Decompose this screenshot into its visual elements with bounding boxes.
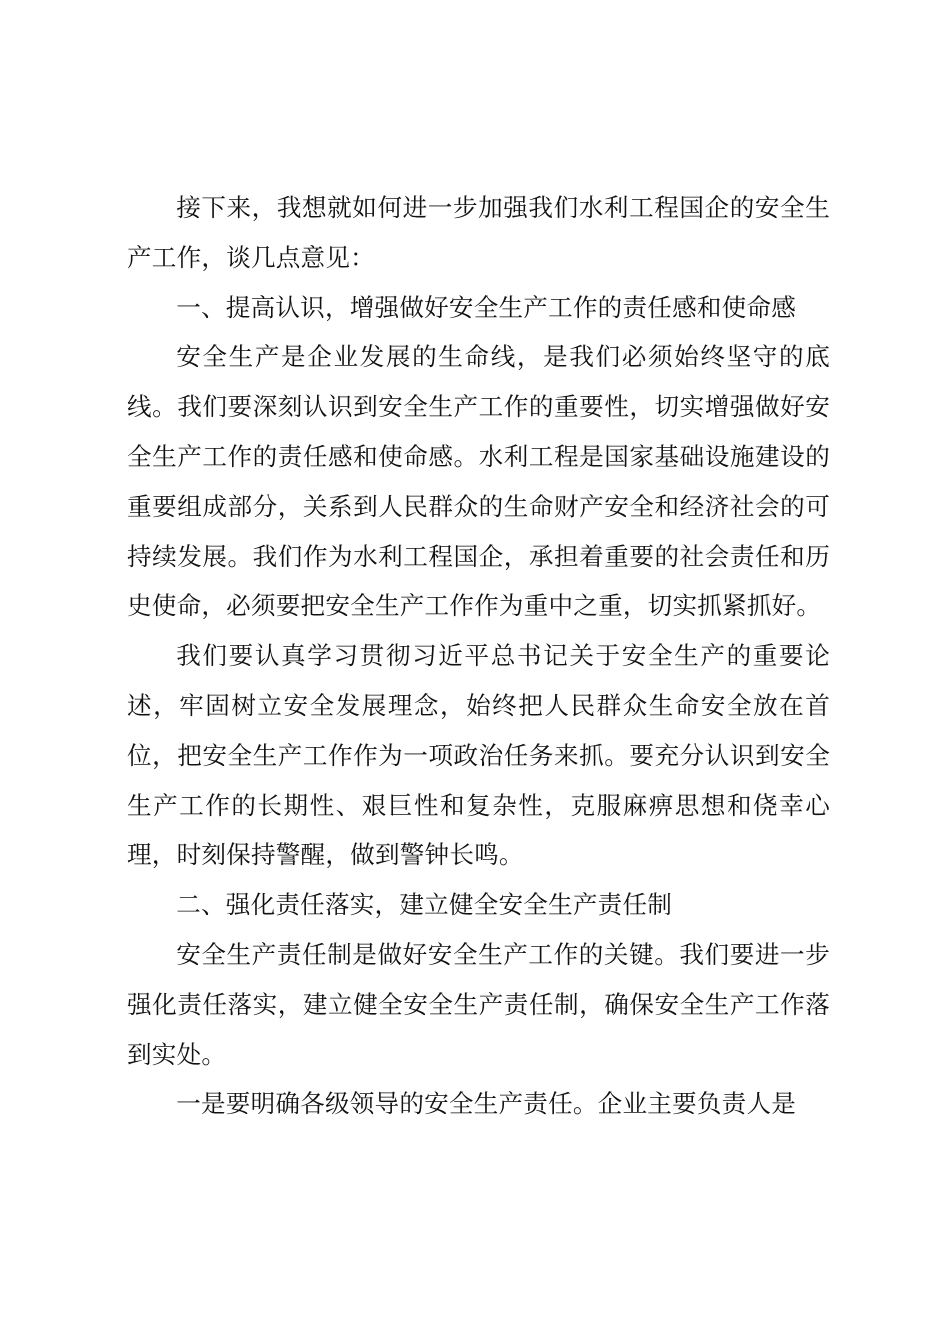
body-paragraph: 一是要明确各级领导的安全生产责任。企业主要负责人是 [176, 1089, 797, 1119]
document-body [127, 183, 830, 1129]
body-paragraph: 我们要认真学习贯彻习近平总书记关于安全生产的重要论述，牢固树立安全发展理念，始终把人民群众生命安全放在首位，把安全生产工作作为一项政治任务来抓。要充分认识到安全生产工作的长期性、艰巨性和复杂性，克服麻痹思想和侥幸心理，时刻保持警醒，做到警钟长鸣。 [127, 641, 830, 870]
body-paragraph: 安全生产责任制是做好安全生产工作的关键。我们要进一步强化责任落实，建立健全安全生产责任制，确保安全生产工作落到实处。 [127, 939, 830, 1069]
section-heading-2: 二、强化责任落实，建立健全安全生产责任制 [176, 890, 673, 920]
body-paragraph: 安全生产是企业发展的生命线，是我们必须始终坚守的底线。我们要深刻认识到安全生产工作的重要性，切实增强做好安全生产工作的责任感和使命感。水利工程是国家基础设施建设的重要组成部分，关系到人民群众的生命财产安全和经济社会的可持续发展。我们作为水利工程国企，承担着重要的社会责任和历史使命，必须要把安全生产工作作为重中之重，切实抓紧抓好。 [127, 342, 830, 621]
intro-paragraph: 接下来，我想就如何进一步加强我们水利工程国企的安全生产工作，谈几点意见： [127, 193, 830, 272]
section-heading-1: 一、提高认识，增强做好安全生产工作的责任感和使命感 [176, 292, 797, 322]
